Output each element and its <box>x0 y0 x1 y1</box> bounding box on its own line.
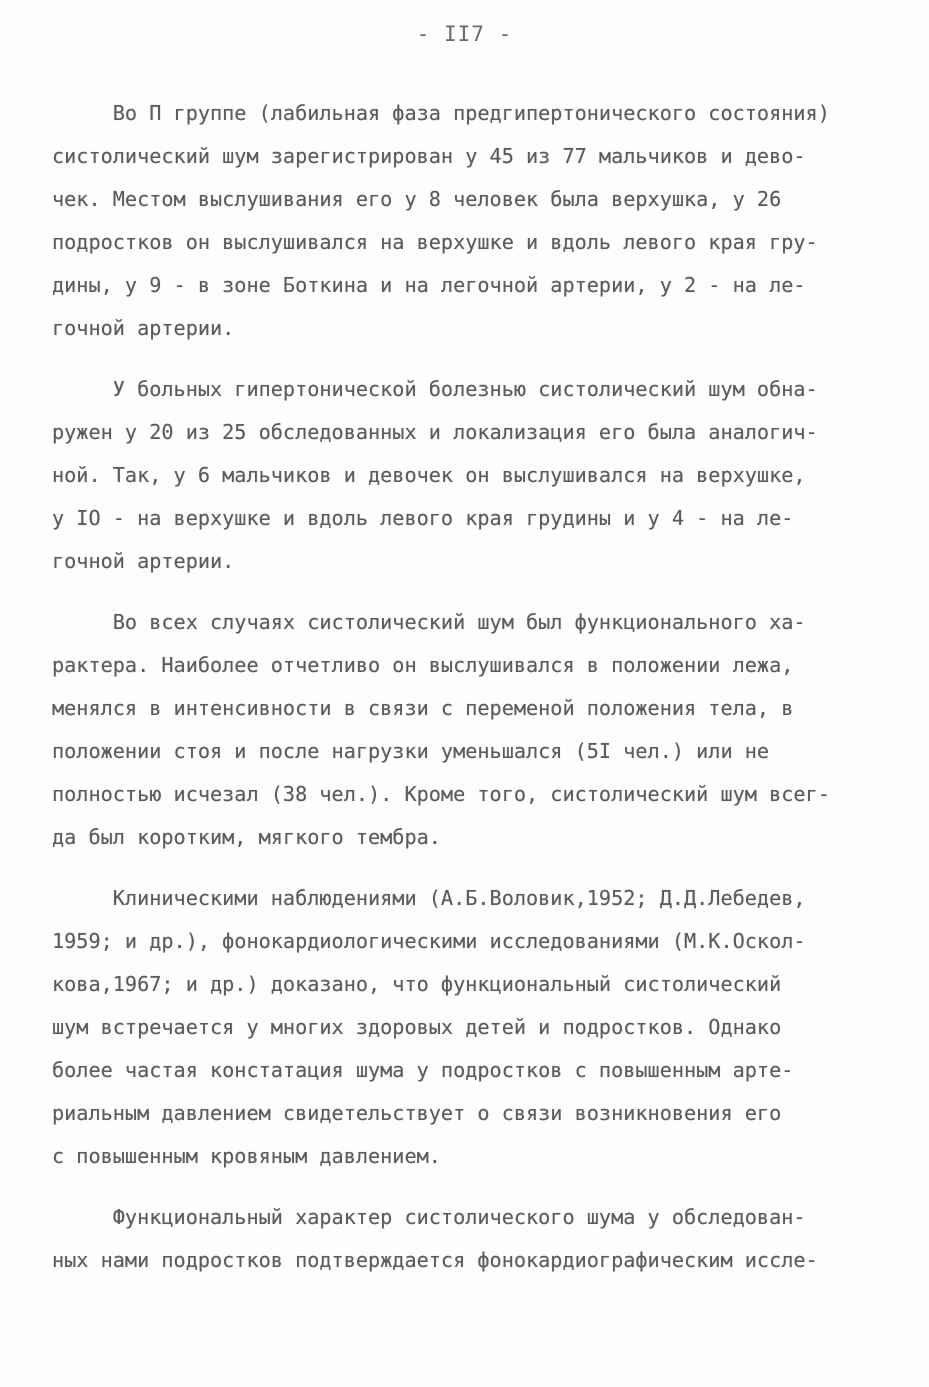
text-line: шум встречается у многих здоровых детей и подростков. Однако <box>52 1015 782 1039</box>
text-line: Клиническими наблюдениями (А.Б.Воловик,1952; Д.Д.Лебедев, <box>52 886 806 910</box>
text-line: дины, у 9 - в зоне Боткина и на легочной артерии, у 2 - на ле- <box>52 273 806 297</box>
text-line: риальным давлением свидетельствует о связи возникновения его <box>52 1101 782 1125</box>
text-line: с повышенным кровяным давлением. <box>52 1144 441 1168</box>
text-line: Во П группе (лабильная фаза предгипертонического состояния) <box>52 101 830 125</box>
page-number: - II7 - <box>416 22 513 46</box>
text-line: Во всех случаях систолический шум был функционального ха- <box>52 610 806 634</box>
paragraph-hypertensive-patients <box>52 368 882 583</box>
text-line: 1959; и др.), фонокардиологическими исследованиями (М.К.Оскол- <box>52 929 806 953</box>
text-line: Функциональный характер систолического шума у обследован- <box>52 1205 806 1229</box>
text-line: менялся в интенсивности в связи с переменой положения тела, в <box>52 696 794 720</box>
text-line: рактера. Наиболее отчетливо он выслушивался в положении лежа, <box>52 653 794 677</box>
text-line: да был коротким, мягкого тембра. <box>52 825 441 849</box>
body-text <box>52 92 882 1300</box>
text-line: у IO - на верхушке и вдоль левого края грудины и у 4 - на ле- <box>52 506 794 530</box>
text-line: положении стоя и после нагрузки уменьшался (5I чел.) или не <box>52 739 770 763</box>
paragraph-functional-character <box>52 601 882 859</box>
text-line: подростков он выслушивался на верхушке и вдоль левого края гру- <box>52 230 818 254</box>
text-line: гочной артерии. <box>52 549 235 573</box>
text-line: кова,1967; и др.) доказано, что функциональный систолический <box>52 972 782 996</box>
text-line: систолический шум зарегистрирован у 45 из 77 мальчиков и дево- <box>52 144 806 168</box>
text-line: чек. Местом выслушивания его у 8 человек была верхушка, у 26 <box>52 187 782 211</box>
text-line: У больных гипертонической болезнью систолический шум обна- <box>52 377 818 401</box>
text-line: ных нами подростков подтверждается фонокардиографическим иссле- <box>52 1248 818 1272</box>
text-line: гочной артерии. <box>52 316 235 340</box>
paragraph-phonocardiography <box>52 1196 882 1282</box>
paragraph-clinical-observations <box>52 877 882 1178</box>
text-line: полностью исчезал (38 чел.). Кроме того, систолический шум всег- <box>52 782 830 806</box>
text-line: ружен у 20 из 25 обследованных и локализация его была аналогич- <box>52 420 818 444</box>
text-line: ной. Так, у 6 мальчиков и девочек он выслушивался на верхушке, <box>52 463 806 487</box>
text-line: более частая констатация шума у подростков с повышенным арте- <box>52 1058 794 1082</box>
paragraph-systolic-murmur-group-2 <box>52 92 882 350</box>
